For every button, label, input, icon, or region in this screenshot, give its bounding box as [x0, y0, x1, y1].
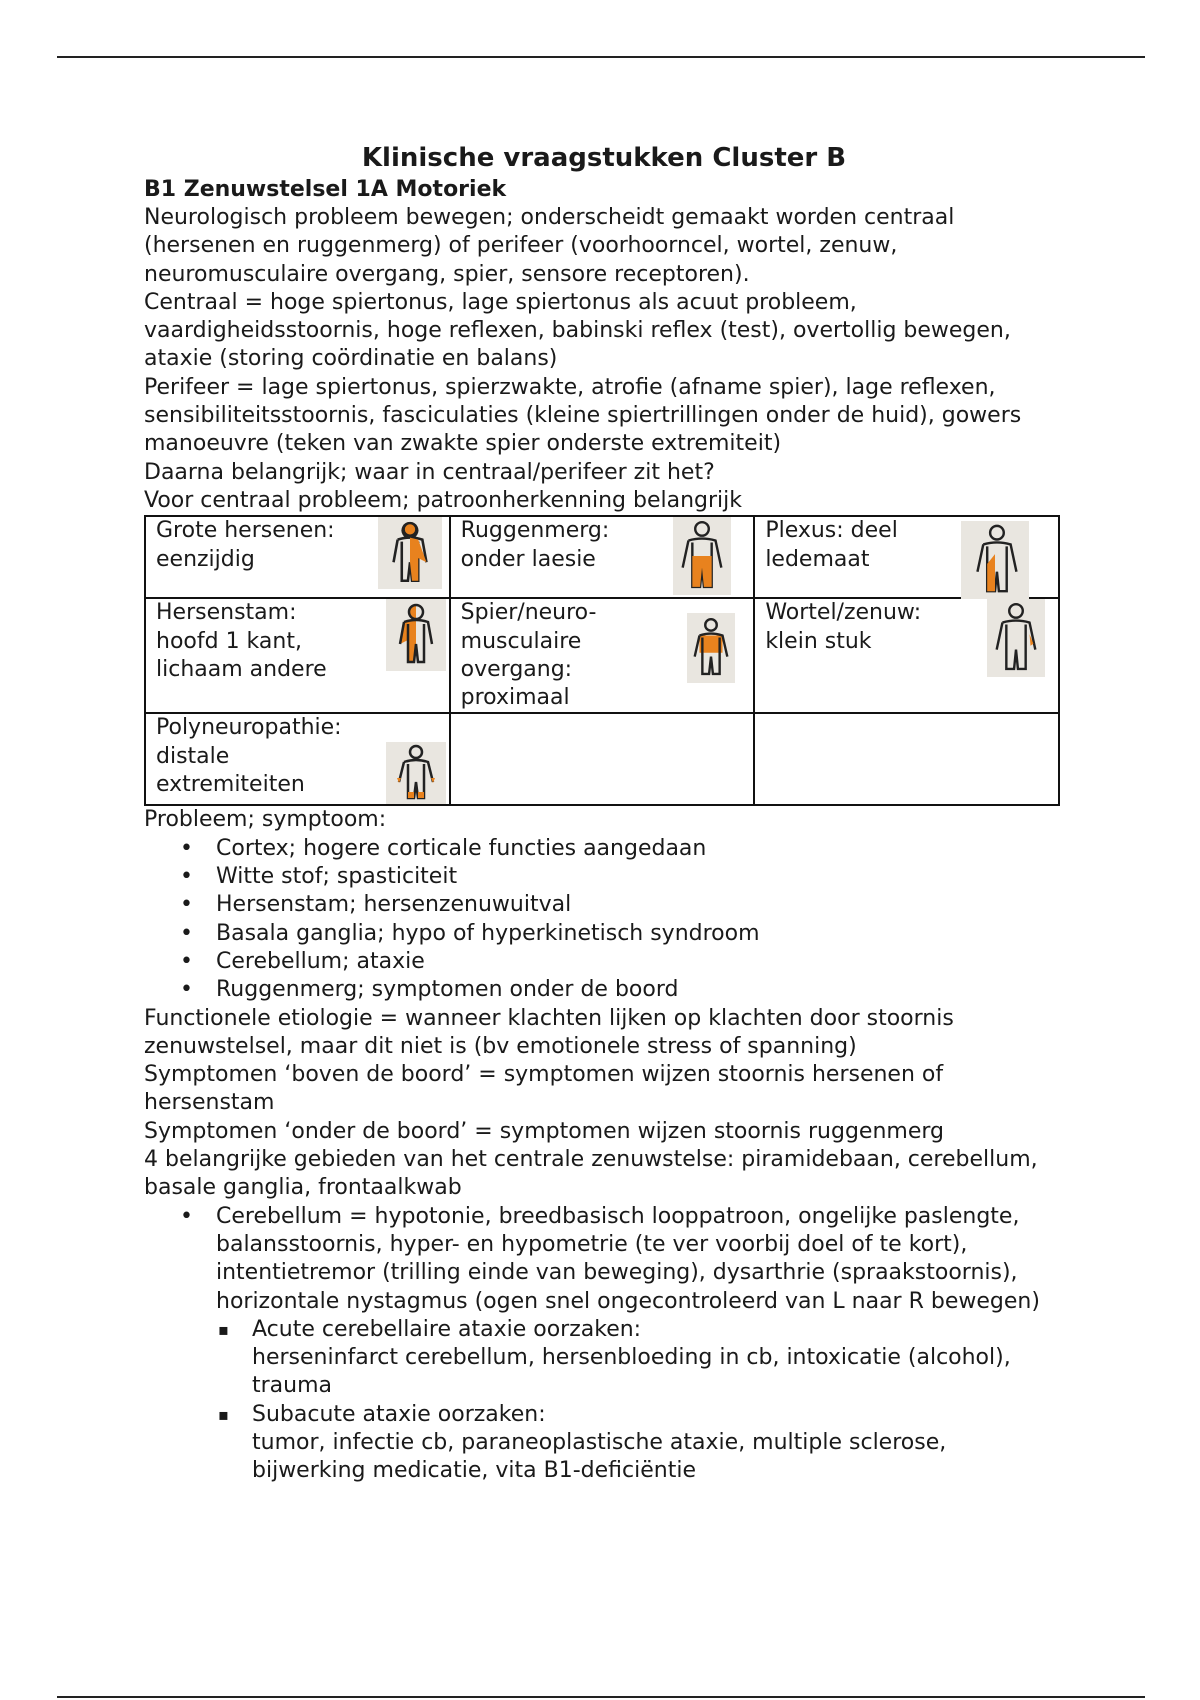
list-item: [216, 1203, 1064, 1486]
body-figure-icon: [673, 517, 731, 595]
table-cell-empty: [754, 713, 1059, 805]
body-figure-icon: [961, 521, 1029, 599]
paragraph-intro: Neurologisch probleem bewegen; onderscheidt gemaakt worden centraal (hersenen en ruggenmerg) of perifeer (voorhoorncel, wortel, zenuw, neuromusculaire overgang, spier, sensore receptoren).: [144, 205, 955, 287]
list-item: • Cortex; hogere corticale functies aangedaan: [216, 835, 1064, 863]
sub-item-body: herseninfarct cerebellum, hersenbloeding in cb, intoxicatie (alcohol), trauma: [252, 1345, 1011, 1399]
sub-item-body: tumor, infectie cb, paraneoplastische ataxie, multiple sclerose, bijwerking medicatie, vita B1-deficiëntie: [252, 1429, 947, 1484]
paragraph-daarna: Daarna belangrijk; waar in centraal/perifeer zit het?: [144, 459, 715, 485]
document-body: [144, 142, 1064, 1486]
cerebellum-text: Cerebellum = hypotonie, breedbasisch looppatroon, ongelijke paslengte, balansstoornis, hyper- en hypometrie (te ver voorbij doel of te kort), intentietremor (trilling einde van beweging), dysarthrie (spraakstoornis), horizontale nystagmus (ogen snel ongecontroleerd van L naar R bewegen): [216, 1203, 1040, 1314]
list-item: [252, 1401, 1064, 1486]
problem-heading: Probleem; symptoom:: [144, 807, 387, 833]
list-item: • Ruggenmerg; symptomen onder de boord: [216, 976, 1064, 1004]
list-item: • Hersenstam; hersenzenuwuitval: [216, 891, 1064, 919]
cell-label: Plexus: deel ledemaat: [765, 518, 898, 572]
body-figure-icon: [987, 599, 1045, 677]
paragraph-patroon: Voor centraal probleem; patroonherkenning belangrijk: [144, 487, 743, 513]
cell-label: Spier/neuro-musculaire overgang: proximaal: [460, 600, 597, 711]
paragraph-onder: Symptomen ‘onder de boord’ = symptomen wijzen stoornis ruggenmerg: [144, 1118, 944, 1144]
footer-rule: [57, 1696, 1145, 1698]
table-cell-empty: [450, 713, 755, 805]
table-cell: [450, 598, 755, 713]
table-cell: [754, 598, 1059, 713]
table-cell: [754, 516, 1059, 598]
body-figure-icon: [386, 599, 446, 671]
body-figure-icon: [378, 517, 442, 589]
list-item: • Witte stof; spasticiteit: [216, 863, 1064, 891]
cell-label: Grote hersenen: eenzijdig: [156, 518, 335, 572]
table-cell: [145, 598, 450, 713]
paragraph-perifeer: Perifeer = lage spiertonus, spierzwakte, atrofie (afname spier), lage reflexen, sensibiliteitsstoornis, fasciculaties (kleine spiertrillingen onder de huid), gowers manoeuvre (teken van zwakte spier onderste extremiteit): [144, 374, 1022, 457]
page-title: Klinische vraagstukken Cluster B: [361, 143, 847, 173]
cell-label: Hersenstam: hoofd 1 kant, lichaam andere: [156, 600, 327, 682]
paragraph-centraal: Centraal = hoge spiertonus, lage spiertonus als acuut probleem, vaardigheidsstoornis, hoge reflexen, babinski reflex (test), overtollig bewegen, ataxie (storing coördinatie en balans): [144, 289, 1011, 372]
sub-list: [216, 1316, 1064, 1486]
sub-item-heading: ▪ Acute cerebellaire ataxie oorzaken:: [252, 1316, 642, 1342]
body-figure-icon: [687, 613, 735, 683]
table-cell: [450, 516, 755, 598]
sub-item-heading: ▪ Subacute ataxie oorzaken:: [252, 1401, 546, 1427]
body-figure-icon: [386, 742, 446, 804]
problem-list: [144, 835, 1064, 1005]
paragraph-gebieden: 4 belangrijke gebieden van het centrale zenuwstelse: piramidebaan, cerebellum, basale ganglia, frontaalkwab: [144, 1147, 1038, 1201]
paragraph-boven: Symptomen ‘boven de boord’ = symptomen wijzen stoornis hersenen of hersenstam: [144, 1062, 944, 1116]
pattern-table: [144, 515, 1060, 806]
paragraph-functionele: Functionele etiologie = wanneer klachten lijken op klachten door stoornis zenuwstelsel, maar dit niet is (bv emotionele stress of spanning): [144, 1005, 954, 1059]
list-item: • Cerebellum; ataxie: [216, 948, 1064, 976]
table-cell: [145, 713, 450, 805]
list-item: [252, 1316, 1064, 1401]
cell-label: Polyneuropathie: distale extremiteiten: [156, 715, 342, 798]
list-item: • Basala ganglia; hypo of hyperkinetisch syndroom: [216, 920, 1064, 948]
cell-label: Wortel/zenuw: klein stuk: [765, 600, 922, 654]
header-rule: [57, 56, 1145, 58]
cell-label: Ruggenmerg: onder laesie: [460, 518, 610, 572]
section-heading: B1 Zenuwstelsel 1A Motoriek: [144, 177, 507, 202]
cerebellum-list: [144, 1203, 1064, 1486]
table-cell: [145, 516, 450, 598]
